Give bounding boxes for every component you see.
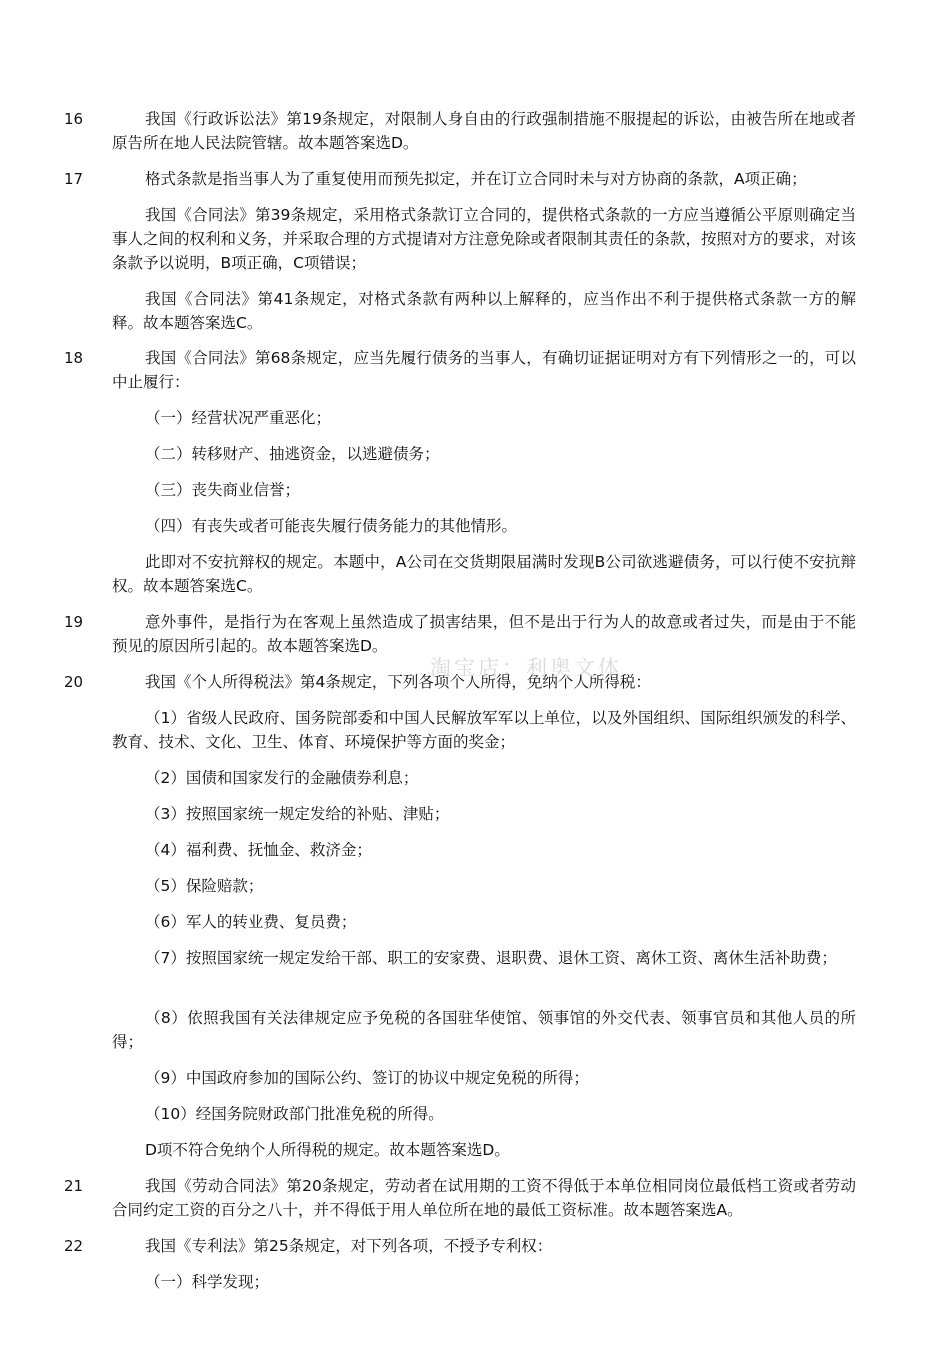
explanation-paragraph: 我国《合同法》第39条规定，采用格式条款订立合同的，提供格式条款的一方应当遵循公平原则确定当事人之间的权利和义务，并采取合理的方式提请对方注意免除或者限制其责任的条款，按照对方的要求，对该条款予以说明，B项正确，C项错误； (112, 206, 857, 272)
question-number: 20 (64, 673, 84, 691)
list-item: （三）丧失商业信誉； (145, 481, 301, 499)
list-item: （二）转移财产、抽逃资金，以逃避债务； (145, 445, 440, 463)
list-item: （4）福利费、抚恤金、救济金； (145, 841, 372, 859)
list-item: （6）军人的转业费、复员费； (145, 913, 357, 931)
list-item: （7）按照国家统一规定发给干部、职工的安家费、退职费、退休工资、离休工资、离休生活补助费； (145, 949, 837, 967)
question-number: 17 (64, 170, 84, 188)
list-item: （四）有丧失或者可能丧失履行债务能力的其他情形。 (145, 517, 518, 535)
explanation-paragraph: 我国《合同法》第68条规定，应当先履行债务的当事人，有确切证据证明对方有下列情形之一的，可以中止履行： (112, 349, 856, 391)
explanation-paragraph: D项不符合免纳个人所得税的规定。故本题答案选D。 (145, 1141, 510, 1159)
explanation-paragraph: 我国《个人所得税法》第4条规定，下列各项个人所得，免纳个人所得税： (145, 673, 651, 691)
list-item: （3）按照国家统一规定发给的补贴、津贴； (145, 805, 450, 823)
list-item: （一）经营状况严重恶化； (145, 409, 332, 427)
question-number: 22 (64, 1237, 84, 1255)
list-item: （5）保险赔款； (145, 877, 264, 895)
explanation-paragraph: 我国《专利法》第25条规定，对下列各项，不授予专利权： (145, 1237, 553, 1255)
explanation-paragraph: 此即对不安抗辩权的规定。本题中，A公司在交货期限届满时发现B公司欲逃避债务，可以行使不安抗辩权。故本题答案选C。 (112, 553, 856, 595)
list-item: （2）国债和国家发行的金融债券利息； (145, 769, 419, 787)
list-item: （9）中国政府参加的国际公约、签订的协议中规定免税的所得； (145, 1069, 589, 1087)
explanation-paragraph: 我国《劳动合同法》第20条规定，劳动者在试用期的工资不得低于本单位相同岗位最低档工资或者劳动合同约定工资的百分之八十，并不得低于用人单位所在地的最低工资标准。故本题答案选A。 (112, 1177, 856, 1219)
question-number: 19 (64, 613, 84, 631)
list-item: （1）省级人民政府、国务院部委和中国人民解放军军以上单位，以及外国组织、国际组织颁发的科学、教育、技术、文化、卫生、体育、环境保护等方面的奖金； (112, 709, 856, 751)
question-number: 16 (64, 110, 84, 128)
explanation-paragraph: 意外事件，是指行为在客观上虽然造成了损害结果，但不是出于行为人的故意或者过失，而是由于不能预见的原因所引起的。故本题答案选D。 (112, 613, 856, 655)
question-number: 21 (64, 1177, 84, 1195)
question-number: 18 (64, 349, 84, 367)
explanation-paragraph: 我国《行政诉讼法》第19条规定，对限制人身自由的行政强制措施不服提起的诉讼，由被告所在地或者原告所在地人民法院管辖。故本题答案选D。 (112, 110, 856, 152)
explanation-paragraph: 格式条款是指当事人为了重复使用而预先拟定，并在订立合同时未与对方协商的条款，A项正确； (145, 170, 807, 188)
watermark: 淘宝店：利奥文体 (430, 656, 622, 680)
list-item: （一）科学发现； (145, 1273, 270, 1291)
explanation-paragraph: 我国《合同法》第41条规定，对格式条款有两种以上解释的，应当作出不利于提供格式条款一方的解释。故本题答案选C。 (112, 290, 856, 332)
list-item: （8）依照我国有关法律规定应予免税的各国驻华使馆、领事馆的外交代表、领事官员和其他人员的所得； (112, 1009, 856, 1051)
list-item: （10）经国务院财政部门批准免税的所得。 (145, 1105, 444, 1123)
